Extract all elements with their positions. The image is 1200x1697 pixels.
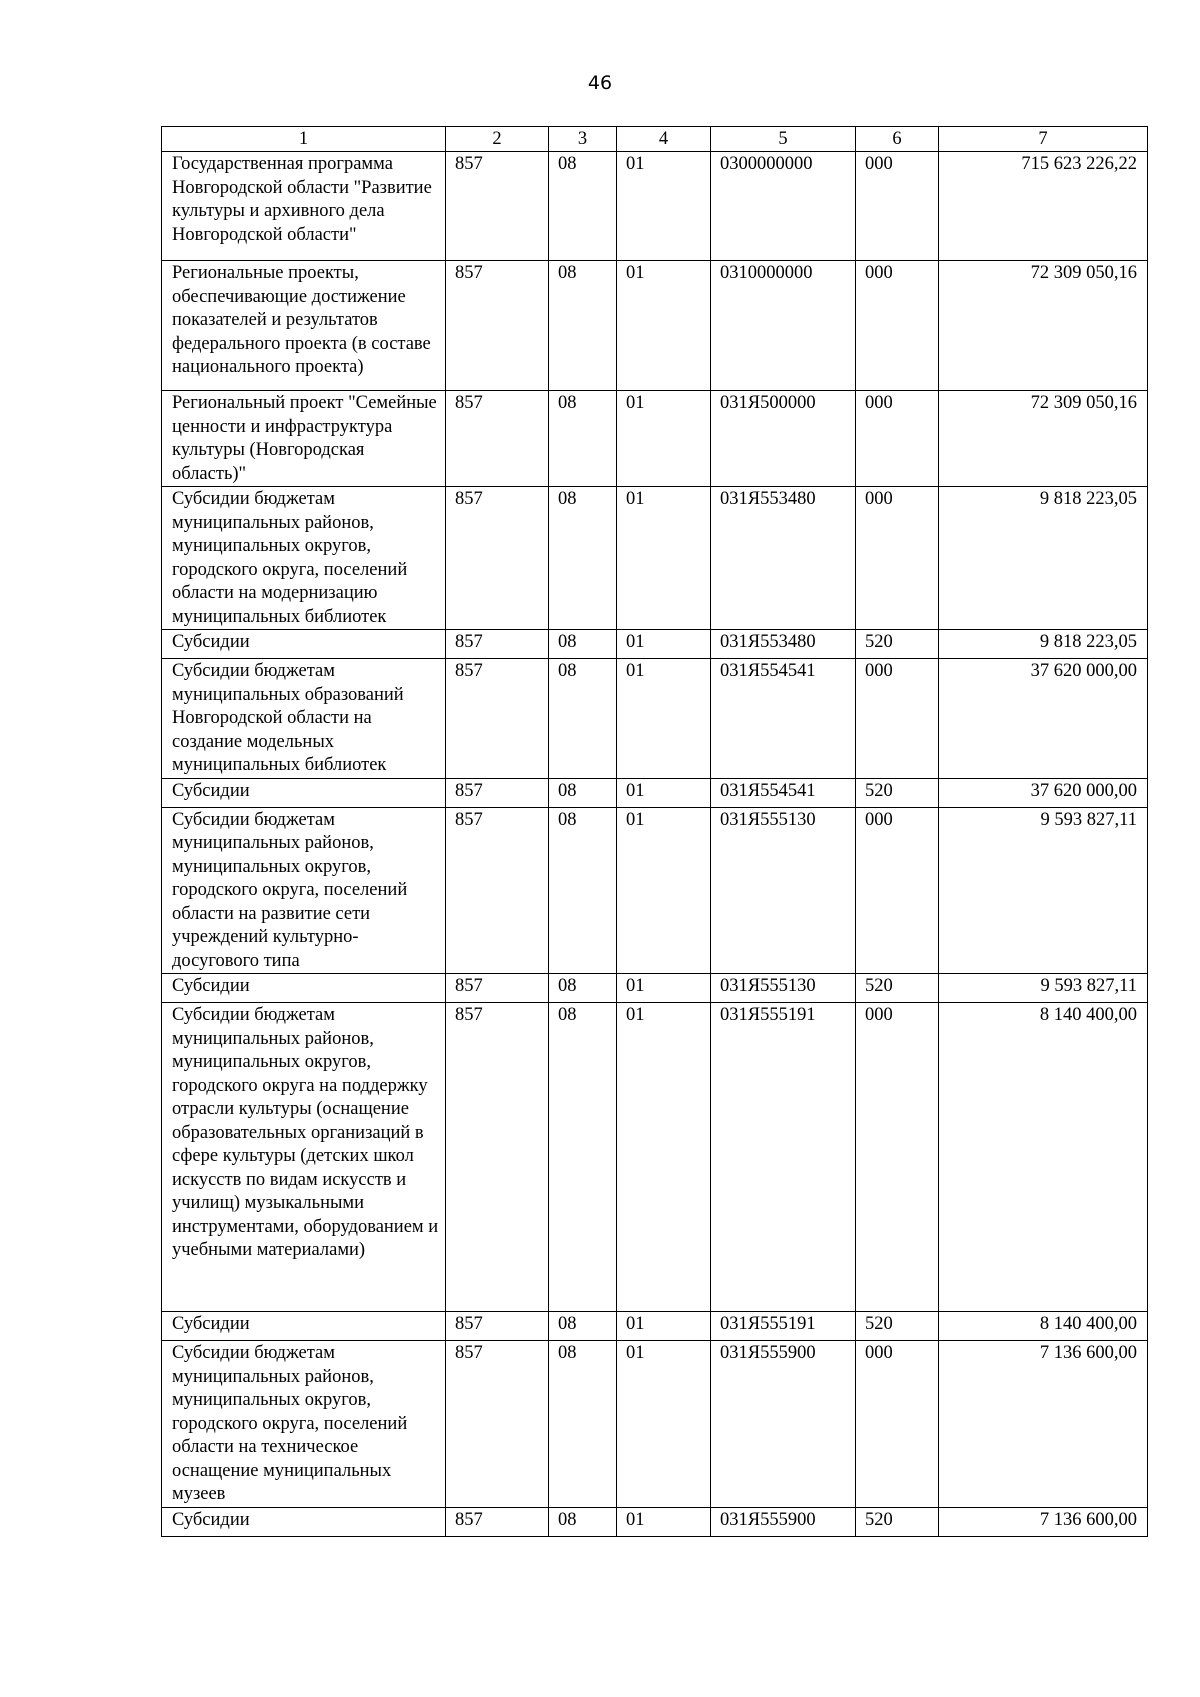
row-name-cell: Субсидии	[162, 630, 446, 659]
amount-cell: 37 620 000,00	[939, 659, 1148, 779]
code-5-cell: 031Я555130	[711, 974, 856, 1003]
code-2-cell: 857	[446, 487, 549, 630]
code-5-cell: 031Я553480	[711, 487, 856, 630]
code-2-cell: 857	[446, 1341, 549, 1508]
column-header: 2	[446, 127, 549, 152]
code-5-cell: 031Я553480	[711, 630, 856, 659]
code-5-cell: 031Я555900	[711, 1341, 856, 1508]
budget-table	[161, 126, 1148, 1537]
table-header-row	[162, 127, 1148, 152]
row-name-cell: Субсидии бюджетам муниципальных районов, муниципальных округов, городского округа, поселений области на развитие сети учреждений культурно-досугового типа	[162, 807, 446, 974]
code-3-cell: 08	[549, 630, 617, 659]
code-2-cell: 857	[446, 778, 549, 807]
code-3-cell: 08	[549, 1341, 617, 1508]
code-2-cell: 857	[446, 659, 549, 779]
code-6-cell: 000	[856, 807, 939, 974]
code-2-cell: 857	[446, 261, 549, 391]
amount-cell: 37 620 000,00	[939, 778, 1148, 807]
code-3-cell: 08	[549, 487, 617, 630]
code-6-cell: 520	[856, 778, 939, 807]
code-6-cell: 520	[856, 630, 939, 659]
column-header: 5	[711, 127, 856, 152]
code-6-cell: 520	[856, 1312, 939, 1341]
code-4-cell: 01	[617, 1507, 711, 1536]
code-3-cell: 08	[549, 974, 617, 1003]
amount-cell: 7 136 600,00	[939, 1341, 1148, 1508]
table-row	[162, 807, 1148, 974]
code-6-cell: 520	[856, 1507, 939, 1536]
code-4-cell: 01	[617, 807, 711, 974]
code-3-cell: 08	[549, 807, 617, 974]
code-2-cell: 857	[446, 1003, 549, 1312]
code-2-cell: 857	[446, 391, 549, 487]
code-5-cell: 0300000000	[711, 152, 856, 261]
code-5-cell: 031Я500000	[711, 391, 856, 487]
code-5-cell: 031Я555191	[711, 1312, 856, 1341]
table-row	[162, 778, 1148, 807]
column-header: 3	[549, 127, 617, 152]
table-row	[162, 630, 1148, 659]
code-6-cell: 000	[856, 487, 939, 630]
code-2-cell: 857	[446, 807, 549, 974]
amount-cell: 9 593 827,11	[939, 974, 1148, 1003]
row-name-cell: Субсидии бюджетам муниципальных районов, муниципальных округов, городского округа, поселений области на техническое оснащение муниципальных музеев	[162, 1341, 446, 1508]
column-header: 4	[617, 127, 711, 152]
code-4-cell: 01	[617, 152, 711, 261]
code-3-cell: 08	[549, 261, 617, 391]
amount-cell: 8 140 400,00	[939, 1003, 1148, 1312]
row-name-cell: Государственная программа Новгородской области "Развитие культуры и архивного дела Новгородской области"	[162, 152, 446, 261]
code-6-cell: 000	[856, 391, 939, 487]
page-number: 46	[587, 72, 613, 94]
amount-cell: 9 818 223,05	[939, 487, 1148, 630]
code-4-cell: 01	[617, 1003, 711, 1312]
code-3-cell: 08	[549, 152, 617, 261]
table-row	[162, 391, 1148, 487]
row-name-cell: Региональные проекты, обеспечивающие достижение показателей и результатов федерального проекта (в составе национального проекта)	[162, 261, 446, 391]
table-row	[162, 1312, 1148, 1341]
amount-cell: 9 593 827,11	[939, 807, 1148, 974]
code-4-cell: 01	[617, 630, 711, 659]
code-2-cell: 857	[446, 1312, 549, 1341]
code-4-cell: 01	[617, 1341, 711, 1508]
amount-cell: 715 623 226,22	[939, 152, 1148, 261]
code-3-cell: 08	[549, 659, 617, 779]
table-row	[162, 974, 1148, 1003]
code-5-cell: 031Я554541	[711, 659, 856, 779]
table-row	[162, 1003, 1148, 1312]
code-5-cell: 0310000000	[711, 261, 856, 391]
code-4-cell: 01	[617, 261, 711, 391]
code-4-cell: 01	[617, 974, 711, 1003]
code-3-cell: 08	[549, 1507, 617, 1536]
code-3-cell: 08	[549, 778, 617, 807]
row-name-cell: Субсидии бюджетам муниципальных образований Новгородской области на создание модельных муниципальных библиотек	[162, 659, 446, 779]
code-3-cell: 08	[549, 1003, 617, 1312]
code-2-cell: 857	[446, 630, 549, 659]
row-name-cell: Субсидии бюджетам муниципальных районов, муниципальных округов, городского округа на поддержку отрасли культуры (оснащение образовательных организаций в сфере культуры (детских школ искусств по видам искусств и училищ) музыкальными инструментами, оборудованием и учебными материалами)	[162, 1003, 446, 1312]
row-name-cell: Субсидии	[162, 778, 446, 807]
code-2-cell: 857	[446, 974, 549, 1003]
table-row	[162, 1507, 1148, 1536]
table-row	[162, 659, 1148, 779]
table-row	[162, 152, 1148, 261]
code-6-cell: 000	[856, 1341, 939, 1508]
amount-cell: 72 309 050,16	[939, 391, 1148, 487]
table-body	[162, 152, 1148, 1537]
column-header: 6	[856, 127, 939, 152]
code-6-cell: 520	[856, 974, 939, 1003]
code-4-cell: 01	[617, 659, 711, 779]
row-name-cell: Субсидии	[162, 1507, 446, 1536]
code-4-cell: 01	[617, 1312, 711, 1341]
row-name-cell: Региональный проект "Семейные ценности и инфраструктура культуры (Новгородская область)"	[162, 391, 446, 487]
table-row	[162, 1341, 1148, 1508]
column-header: 1	[162, 127, 446, 152]
code-4-cell: 01	[617, 487, 711, 630]
amount-cell: 7 136 600,00	[939, 1507, 1148, 1536]
code-2-cell: 857	[446, 1507, 549, 1536]
code-4-cell: 01	[617, 778, 711, 807]
code-6-cell: 000	[856, 659, 939, 779]
code-3-cell: 08	[549, 391, 617, 487]
code-5-cell: 031Я555900	[711, 1507, 856, 1536]
code-6-cell: 000	[856, 1003, 939, 1312]
amount-cell: 8 140 400,00	[939, 1312, 1148, 1341]
code-5-cell: 031Я555130	[711, 807, 856, 974]
row-name-cell: Субсидии бюджетам муниципальных районов, муниципальных округов, городского округа, поселений области на модернизацию муниципальных библиотек	[162, 487, 446, 630]
code-5-cell: 031Я555191	[711, 1003, 856, 1312]
code-3-cell: 08	[549, 1312, 617, 1341]
code-6-cell: 000	[856, 152, 939, 261]
amount-cell: 9 818 223,05	[939, 630, 1148, 659]
code-4-cell: 01	[617, 391, 711, 487]
row-name-cell: Субсидии	[162, 974, 446, 1003]
amount-cell: 72 309 050,16	[939, 261, 1148, 391]
code-6-cell: 000	[856, 261, 939, 391]
code-2-cell: 857	[446, 152, 549, 261]
table-row	[162, 261, 1148, 391]
code-5-cell: 031Я554541	[711, 778, 856, 807]
row-name-cell: Субсидии	[162, 1312, 446, 1341]
column-header: 7	[939, 127, 1148, 152]
table-row	[162, 487, 1148, 630]
